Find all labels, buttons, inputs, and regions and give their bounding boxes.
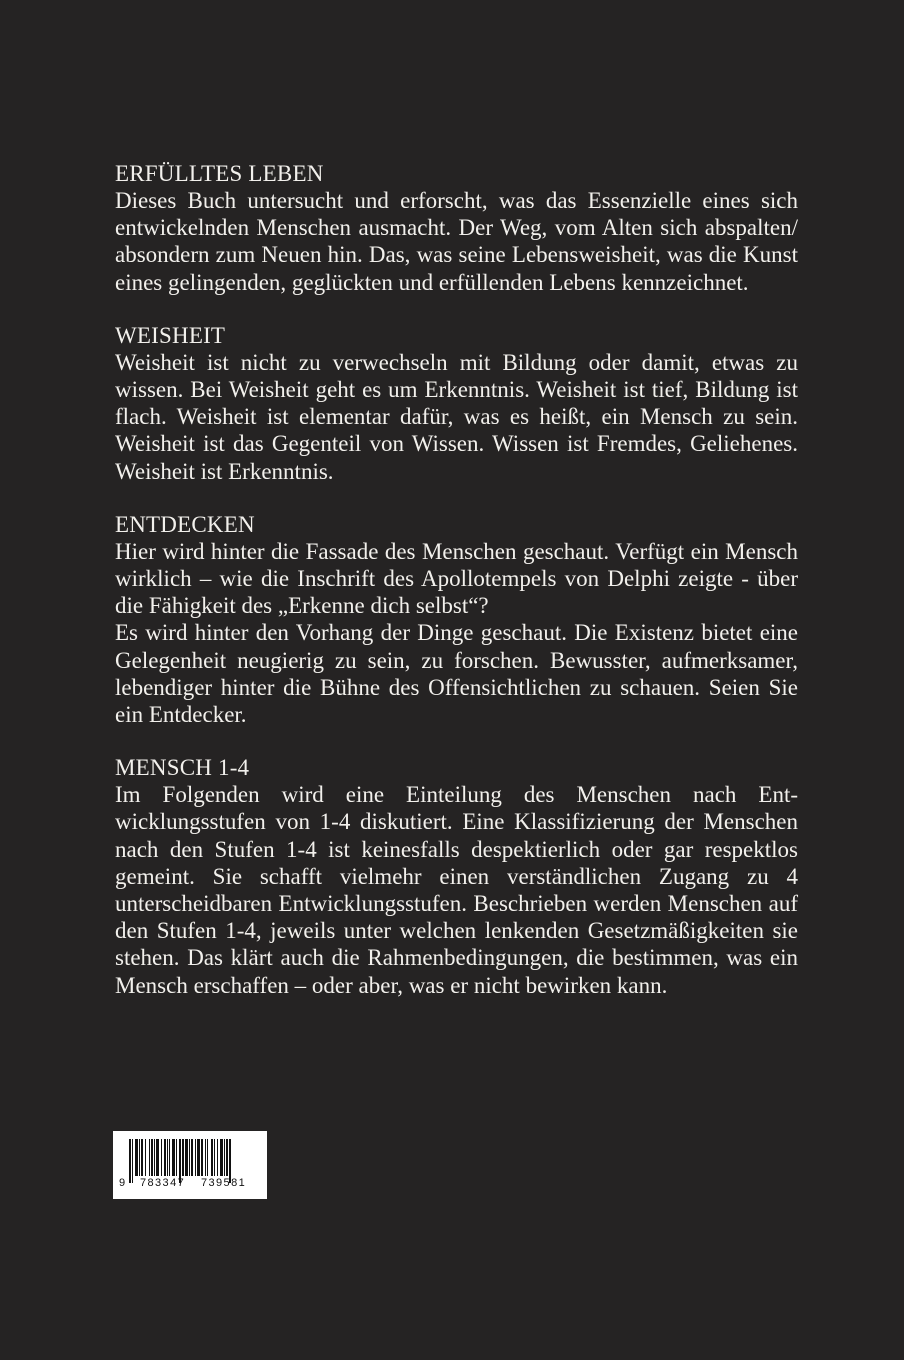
- barcode-bar: [220, 1139, 223, 1176]
- barcode-bar: [214, 1139, 215, 1176]
- text-line: zu schauen. Seien Sie ein Entdecker.: [115, 674, 798, 728]
- text-line: Im Folgenden wird eine Einteilung des Menschen nach Ent-: [115, 782, 798, 808]
- text-line: Rahmenbedingungen, die bestimmen, was ein Mensch erschaffen: [115, 945, 798, 998]
- barcode-bar: [135, 1139, 138, 1176]
- text-line: Fremdes, Geliehenes. Weisheit ist Erkenntnis.: [115, 431, 798, 484]
- text-line: Delphi zeigte - über die Fähigkeit des „Erkenne dich selbst“?: [115, 566, 799, 619]
- section-heading: ENTDECKEN: [115, 511, 255, 537]
- barcode-bar: [161, 1139, 162, 1176]
- barcode-bar: [164, 1139, 166, 1176]
- barcode-bar: [201, 1139, 203, 1176]
- cover-text: [115, 160, 798, 1025]
- text-line: Bildung ist flach. Weisheit ist elementar dafür, was es heißt, ein: [115, 377, 799, 430]
- section-erfuelltes-leben: [115, 160, 798, 296]
- text-line: aufmerksamer, lebendiger hinter die Bühne des Offensichtlichen: [115, 647, 798, 700]
- text-line: Lebensweisheit, was die Kunst eines gelingenden, geglückten: [115, 242, 798, 295]
- text-line: – oder aber, was er nicht bewirken kann.: [294, 972, 668, 998]
- text-line: zu wissen. Bei Weisheit geht es um Erkenntnis. Weisheit ist tief,: [115, 349, 799, 403]
- text-line: sich entwickelnden Menschen ausmacht. Der Weg, vom Alten: [115, 188, 799, 241]
- barcode-bar: [226, 1139, 228, 1176]
- barcode-bar: [139, 1139, 140, 1176]
- barcode-bar: [172, 1139, 175, 1176]
- barcode-bar: [129, 1139, 131, 1183]
- section-paragraph: [115, 349, 798, 485]
- text-line: werden Menschen auf den Stufen 1-4, jeweils unter welchen: [115, 891, 798, 944]
- text-line: Menschen nach den Stufen 1-4 ist keinesfalls despektierlich oder: [115, 809, 799, 862]
- section-paragraph: [115, 538, 798, 728]
- barcode-bar: [156, 1139, 159, 1176]
- barcode-bar: [149, 1139, 150, 1176]
- barcode-bar: [169, 1139, 170, 1176]
- text-line: Mensch zu sein. Weisheit ist das Gegenteil von Wissen. Wissen ist: [115, 404, 798, 457]
- text-line: sich abspalten/ absondern zum Neuen hin. Das, was seine: [115, 215, 799, 268]
- text-line: lenkenden Gesetzmäßigkeiten sie stehen. Das klärt auch die: [115, 918, 799, 971]
- section-heading: MENSCH 1-4: [115, 755, 250, 781]
- barcode-bar: [197, 1139, 200, 1176]
- barcode-bar: [141, 1139, 143, 1176]
- barcode-bar: [167, 1139, 168, 1176]
- section-paragraph: [115, 187, 798, 296]
- barcode-left-group: 783347: [140, 1177, 186, 1189]
- barcode-bar: [182, 1139, 184, 1176]
- barcode-bar: [207, 1139, 208, 1176]
- barcode-bar: [189, 1139, 190, 1176]
- barcode-first-digit: 9: [119, 1177, 126, 1189]
- barcode-bar: [205, 1139, 206, 1176]
- barcode-bar: [154, 1139, 155, 1176]
- barcode-bar: [145, 1139, 146, 1176]
- text-line: gar respektlos gemeint. Sie schafft vielmehr einen verständlichen: [115, 836, 798, 889]
- barcode-bar: [217, 1139, 218, 1176]
- barcode-bar: [195, 1139, 196, 1176]
- text-line: Hier wird hinter die Fassade des Menschen geschaut. Verfügt ein: [115, 538, 719, 564]
- barcode-bar: [176, 1139, 177, 1176]
- section-mensch-1-4: [115, 754, 798, 999]
- text-line: Es wird hinter den Vorhang der Dinge geschaut. Die Existenz: [115, 620, 694, 646]
- barcode-right-group: 739581: [201, 1177, 247, 1189]
- text-line: und erfüllenden Lebens kennzeichnet.: [398, 269, 749, 295]
- text-line: wicklungsstufen von 1-4 diskutiert. Eine Klassifizierung der: [115, 809, 694, 835]
- barcode-bar: [211, 1139, 213, 1176]
- section-heading: WEISHEIT: [115, 322, 226, 348]
- section-heading: ERFÜLLTES LEBEN: [115, 161, 324, 186]
- barcode-bar: [224, 1139, 225, 1176]
- isbn-barcode: [113, 1131, 267, 1199]
- section-entdecken: [115, 511, 798, 728]
- barcode-bar: [151, 1139, 153, 1176]
- section-weisheit: [115, 322, 798, 485]
- text-line: Dieses Buch untersucht und erforscht, was das Essenzielle eines: [115, 188, 750, 213]
- text-line: Zugang zu 4 unterscheidbaren Entwicklungsstufen. Beschrieben: [115, 863, 799, 917]
- barcode-bar: [185, 1139, 188, 1176]
- section-paragraph: [115, 781, 798, 999]
- text-line: Weisheit ist nicht zu verwechseln mit Bildung oder damit, etwas: [115, 349, 765, 375]
- text-line: bietet eine Gelegenheit neugierig zu sein, zu forschen. Bewusster,: [115, 620, 799, 673]
- text-line: Mensch wirklich – wie die Inschrift des Apollotempels von: [115, 538, 798, 592]
- barcode-bar: [132, 1139, 133, 1183]
- barcode-bar: [191, 1139, 193, 1176]
